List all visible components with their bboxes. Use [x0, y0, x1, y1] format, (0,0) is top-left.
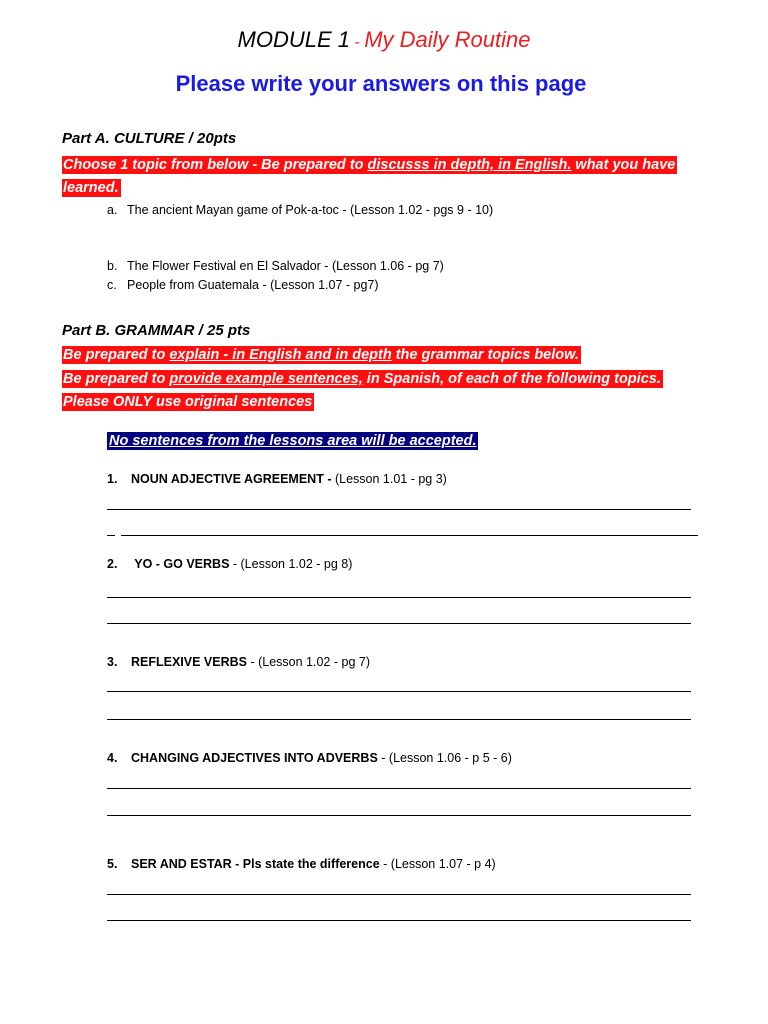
- part-b-line1-pre: Be prepared to: [63, 347, 170, 363]
- question-5: [107, 856, 496, 872]
- part-b-line1-post: the grammar topics below.: [391, 347, 579, 363]
- question-reference: - (Lesson 1.02 - pg 7): [247, 655, 370, 669]
- answer-line[interactable]: [107, 691, 691, 692]
- part-a-instruction-underlined: discusss in depth, in English.: [367, 157, 572, 173]
- question-2: [107, 556, 352, 572]
- answer-line[interactable]: [107, 815, 691, 816]
- question-number: 1.: [107, 472, 118, 486]
- part-b-notice: [107, 431, 478, 451]
- answer-line[interactable]: [107, 623, 691, 624]
- part-b-line2: [62, 369, 663, 389]
- topic-text: The Flower Festival en El Salvador - (Lesson 1.06 - pg 7): [127, 259, 444, 273]
- part-a-instruction-line2-text: learned.: [63, 180, 119, 196]
- page-title: [0, 26, 768, 57]
- part-b-line2-underlined: provide example sentences,: [169, 371, 363, 387]
- question-reference: - (Lesson 1.07 - p 4): [379, 857, 496, 871]
- topic-item: [107, 258, 444, 274]
- part-a-instruction: [62, 155, 677, 175]
- part-b-line1: [62, 345, 581, 365]
- question-number: 3.: [107, 655, 118, 669]
- question-topic: NOUN ADJECTIVE AGREEMENT -: [131, 472, 335, 486]
- part-b-notice-text: No sentences from the lessons area will be accepted.: [109, 433, 477, 449]
- question-reference: (Lesson 1.01 - pg 3): [334, 472, 447, 486]
- part-b-line1-underlined: explain - in English and in depth: [169, 347, 392, 363]
- question-topic: REFLEXIVE VERBS: [131, 655, 247, 669]
- title-topic: My Daily Routine: [364, 27, 531, 52]
- question-1: [107, 471, 447, 487]
- part-a-instruction-post: what you have: [571, 157, 676, 173]
- part-b-line2-pre: Be prepared to: [63, 371, 170, 387]
- part-b-line3: [62, 392, 314, 412]
- topic-item: [107, 277, 379, 293]
- topic-text: People from Guatemala - (Lesson 1.07 - pg7): [127, 278, 379, 292]
- part-a-instruction-pre: Choose 1 topic from below - Be prepared to: [63, 157, 368, 173]
- topic-marker: b.: [107, 259, 118, 273]
- part-a-heading: Part A. CULTURE / 20pts: [62, 130, 237, 147]
- part-b-line3-text: Please ONLY use original sentences: [63, 394, 313, 410]
- topic-item: [107, 202, 493, 218]
- question-topic: CHANGING ADJECTIVES INTO ADVERBS: [131, 751, 378, 765]
- answer-line[interactable]: [107, 509, 691, 510]
- question-reference: - (Lesson 1.06 - p 5 - 6): [377, 751, 512, 765]
- part-a-instruction-line2: [62, 178, 121, 198]
- question-reference: - (Lesson 1.02 - pg 8): [229, 557, 353, 571]
- part-b-line2-post: in Spanish, of each of the following topics.: [362, 371, 661, 387]
- answer-line[interactable]: [107, 719, 691, 720]
- answer-line[interactable]: [107, 788, 691, 789]
- answer-line[interactable]: [121, 535, 698, 536]
- question-topic: SER AND ESTAR - Pls state the difference: [131, 857, 380, 871]
- question-number: 4.: [107, 751, 118, 765]
- title-module: MODULE 1: [237, 27, 350, 52]
- answer-line[interactable]: [107, 920, 691, 921]
- answer-line-segment: [107, 535, 115, 536]
- question-topic: YO - GO VERBS: [131, 557, 230, 571]
- answer-line[interactable]: [107, 894, 691, 895]
- title-dash: -: [349, 34, 365, 51]
- page-subtitle: Please write your answers on this page: [175, 71, 587, 96]
- question-number: 2.: [107, 557, 118, 571]
- answer-line[interactable]: [107, 597, 691, 598]
- topic-marker: c.: [107, 278, 117, 292]
- question-number: 5.: [107, 857, 118, 871]
- question-3: [107, 654, 370, 670]
- topic-text: The ancient Mayan game of Pok-a-toc - (Lesson 1.02 - pgs 9 - 10): [127, 203, 494, 217]
- part-b-heading: Part B. GRAMMAR / 25 pts: [62, 322, 251, 339]
- topic-marker: a.: [107, 203, 118, 217]
- question-4: [107, 750, 512, 766]
